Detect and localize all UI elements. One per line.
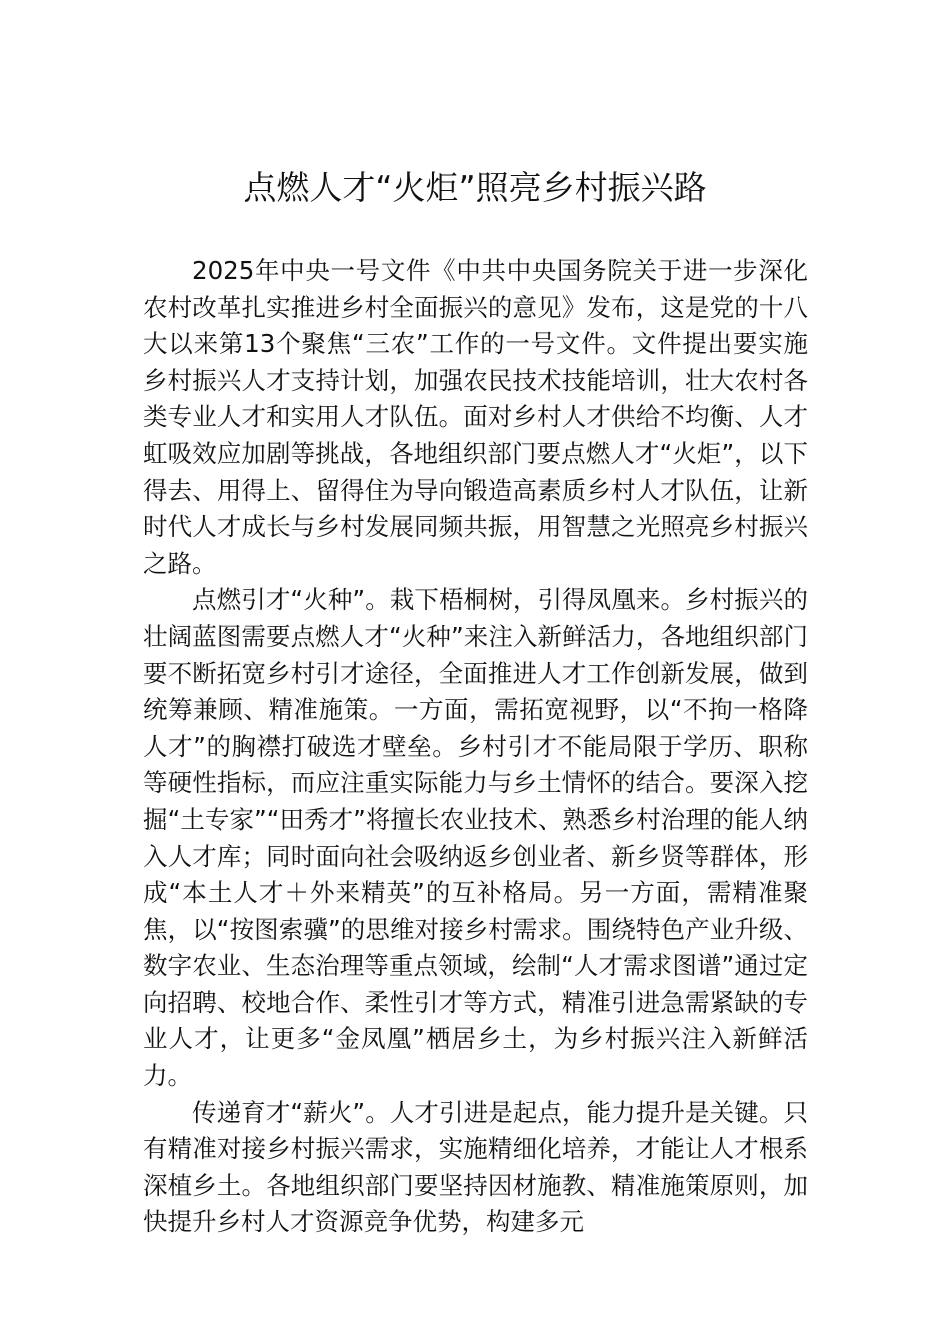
paragraph-cultivate-talent: 传递育才“薪火”。人才引进是起点，能力提升是关键。只有精准对接乡村振兴需求，实施精细化培养，才能让人才根系深植乡土。各地组织部门要坚持因材施教、精准施策原则，加快提升乡村人才资源竞争优势，构建多元 [143, 1097, 808, 1237]
article-body [143, 253, 808, 1241]
page-title: 点燃人才“火炬”照亮乡村振兴路 [243, 168, 707, 207]
paragraph-attract-talent: 点燃引才“火种”。栽下梧桐树，引得凤凰来。乡村振兴的壮阔蓝图需要点燃人才“火种”来注入新鲜活力，各地组织部门要不断拓宽乡村引才途径，全面推进人才工作创新发展，做到统筹兼顾、精准施策。一方面，需拓宽视野，以“不拘一格降人才”的胸襟打破选才壁垒。乡村引才不能局限于学历、职称等硬性指标，而应注重实际能力与乡土情怀的结合。要深入挖掘“土专家”“田秀才”将擅长农业技术、熟悉乡村治理的能人纳入人才库；同时面向社会吸纳返乡创业者、新乡贤等群体，形成“本土人才＋外来精英”的互补格局。另一方面，需精准聚焦，以“按图索骥”的思维对接乡村需求。围绕特色产业升级、数字农业、生态治理等重点领域，绘制“人才需求图谱”通过定向招聘、校地合作、柔性引才等方式，精准引进急需紧缺的专业人才，让更多“金凤凰”栖居乡土，为乡村振兴注入新鲜活力。 [143, 585, 808, 1091]
paragraph-intro: 2025年中央一号文件《中共中央国务院关于进一步深化农村改革扎实推进乡村全面振兴的意见》发布，这是党的十八大以来第13个聚焦“三农”工作的一号文件。文件提出要实施乡村振兴人才支持计划，加强农民技术技能培训，壮大农村各类专业人才和实用人才队伍。面对乡村人才供给不均衡、人才虹吸效应加剧等挑战，各地组织部门要点燃人才“火炬”，以下得去、用得上、留得住为导向锻造高素质乡村人才队伍，让新时代人才成长与乡村发展同频共振，用智慧之光照亮乡村振兴之路。 [143, 256, 808, 578]
